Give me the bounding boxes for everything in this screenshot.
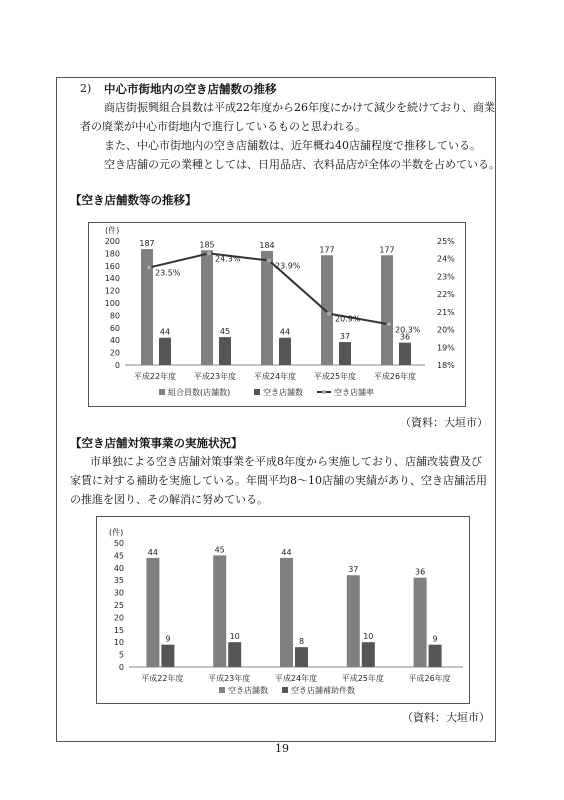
line-value-label: 23.5% — [155, 268, 181, 278]
x-tick-label: 平成26年度 — [373, 372, 417, 381]
line-point — [387, 322, 392, 327]
bar-value-label: 45 — [219, 327, 231, 337]
bar-1 — [213, 555, 226, 667]
chart2-paragraph-2: 家賃に対する補助を実施している。年間平均8～10店舗の実績があり、空き店舗活用 — [70, 474, 487, 487]
bar-value-label: 177 — [319, 245, 335, 255]
bar-1 — [201, 250, 213, 365]
bar-value-label: 9 — [165, 634, 171, 644]
y-axis-unit: (件) — [109, 528, 124, 537]
bar-value-label: 177 — [379, 245, 395, 255]
x-tick-label: 平成26年度 — [408, 674, 451, 683]
y-tick-label: 0 — [118, 663, 124, 672]
y2-tick-label: 19% — [437, 343, 455, 353]
legend-label-2: 空き店舗数 — [263, 388, 303, 397]
bar-1 — [347, 575, 360, 667]
paragraph-line-3: また、中心市街地内の空き店舗数は、近年概ね40店舗程度で推移している。 — [104, 139, 481, 152]
y-tick-label: 10 — [113, 638, 124, 648]
x-tick-label: 平成23年度 — [193, 372, 237, 381]
legend-label-1: 組合員数(店舗数) — [168, 388, 231, 397]
page-number: 19 — [275, 742, 289, 755]
bar-value-label: 44 — [159, 327, 171, 337]
x-tick-label: 平成23年度 — [208, 674, 251, 683]
y-tick-label: 20 — [113, 613, 124, 623]
bar-value-label: 44 — [279, 327, 291, 337]
bar-1 — [381, 255, 393, 365]
bar-value-label: 185 — [199, 240, 215, 250]
legend-swatch-1 — [219, 687, 225, 693]
bar-value-label: 37 — [348, 565, 359, 575]
bar-2 — [219, 337, 231, 365]
paragraph-line-1: 商店街振興組合員数は平成22年度から26年度にかけて減少を続けており、商業 — [104, 101, 495, 114]
y-tick-label: 100 — [104, 299, 120, 308]
paragraph-line-2: 者の廃業が中心市街地内で進行しているものと思われる。 — [80, 120, 366, 133]
x-tick-label: 平成24年度 — [253, 372, 297, 381]
y-tick-label: 35 — [113, 576, 124, 586]
y2-tick-label: 25% — [437, 237, 455, 246]
bar-1 — [321, 255, 333, 365]
chart2-box — [96, 516, 470, 704]
bar-value-label: 184 — [259, 240, 275, 250]
chart1 — [89, 223, 465, 406]
line-value-label: 24.3% — [215, 254, 241, 264]
line-value-label: 23.9% — [275, 261, 301, 271]
line-point — [147, 265, 152, 270]
bar-value-label: 187 — [139, 239, 155, 249]
legend-label-3: 空き店舗率 — [334, 388, 374, 397]
y-tick-label: 25 — [113, 601, 124, 610]
bar-2 — [279, 338, 291, 365]
bar-value-label: 37 — [339, 332, 351, 342]
x-tick-label: 平成24年度 — [274, 674, 318, 683]
y-tick-label: 160 — [104, 261, 120, 271]
bar-2 — [161, 645, 174, 667]
bar-value-label: 8 — [298, 637, 305, 647]
y-tick-label: 30 — [113, 588, 124, 598]
chart2-heading: 【空き店舗対策事業の実施状況】 — [70, 436, 243, 450]
chart1-source: （資料：大垣市） — [400, 416, 488, 429]
x-tick-label: 平成22年度 — [141, 674, 184, 683]
bar-1 — [414, 578, 427, 667]
chart2 — [97, 517, 469, 703]
x-tick-label: 平成25年度 — [341, 674, 384, 683]
y2-tick-label: 22% — [437, 290, 455, 300]
y-tick-label: 140 — [104, 274, 120, 284]
line-point — [207, 251, 212, 256]
chart1-box — [88, 222, 466, 407]
y-tick-label: 0 — [114, 361, 120, 370]
y-tick-label: 45 — [113, 551, 124, 561]
y-tick-label: 5 — [118, 650, 124, 660]
y-tick-label: 50 — [113, 539, 124, 548]
chart2-paragraph-1: 市単独による空き店舗対策事業を平成8年度から実施しており、店舗改装費及び — [90, 455, 482, 468]
bar-2 — [295, 647, 308, 667]
legend-line-marker — [322, 390, 326, 394]
y-tick-label: 120 — [104, 286, 120, 296]
bar-value-label: 44 — [147, 547, 158, 557]
y-tick-label: 40 — [113, 563, 124, 573]
y-tick-label: 200 — [104, 237, 120, 246]
y2-tick-label: 24% — [437, 254, 455, 264]
bar-2 — [228, 642, 241, 667]
chart2-source: （資料：大垣市） — [402, 711, 490, 724]
bar-value-label: 45 — [214, 545, 225, 555]
x-tick-label: 平成25年度 — [313, 372, 357, 381]
line-value-label: 20.3% — [395, 325, 421, 335]
paragraph-line-4: 空き店舗の元の業種としては、日用品店、衣料品店が全体の半数を占めている。 — [104, 158, 500, 171]
y2-tick-label: 20% — [437, 325, 455, 335]
bar-value-label: 10 — [363, 632, 374, 642]
y-tick-label: 180 — [104, 249, 120, 259]
y2-tick-label: 18% — [437, 361, 455, 370]
bar-2 — [399, 343, 411, 365]
y-tick-label: 40 — [109, 336, 120, 346]
section-title: 中心市街地内の空き店舗数の推移 — [104, 82, 277, 96]
y-tick-label: 60 — [109, 323, 120, 333]
line-value-label: 20.9% — [335, 314, 361, 324]
chart1-heading: 【空き店舗数等の推移】 — [70, 193, 197, 207]
bar-value-label: 9 — [432, 634, 438, 644]
y2-tick-label: 23% — [437, 272, 455, 282]
bar-2 — [159, 338, 171, 365]
y-tick-label: 15 — [113, 625, 124, 635]
line-point — [327, 311, 332, 316]
y-tick-label: 20 — [109, 348, 120, 358]
x-tick-label: 平成22年度 — [133, 372, 177, 381]
legend-label-1: 空き店舗数 — [228, 686, 268, 695]
bar-value-label: 36 — [415, 567, 426, 577]
y2-tick-label: 21% — [437, 307, 455, 317]
legend-swatch-1 — [159, 389, 165, 395]
bar-value-label: 10 — [229, 632, 240, 642]
legend-swatch-2 — [254, 389, 260, 395]
section-number: 2) — [80, 82, 92, 95]
legend-swatch-2 — [282, 687, 288, 693]
bar-1 — [280, 558, 293, 667]
bar-value-label: 44 — [281, 547, 292, 557]
bar-2 — [362, 642, 375, 667]
bar-value-label: 36 — [399, 332, 411, 342]
chart2-paragraph-3: の推進を図り、その解消に努めている。 — [70, 493, 268, 506]
legend-label-2: 空き店舗補助件数 — [291, 686, 355, 695]
y-axis-unit: (件) — [105, 226, 120, 235]
line-point — [267, 258, 272, 263]
bar-1 — [146, 558, 159, 667]
y-tick-label: 80 — [109, 311, 120, 321]
bar-2 — [339, 342, 351, 365]
bar-2 — [429, 645, 442, 667]
bar-1 — [261, 251, 273, 365]
